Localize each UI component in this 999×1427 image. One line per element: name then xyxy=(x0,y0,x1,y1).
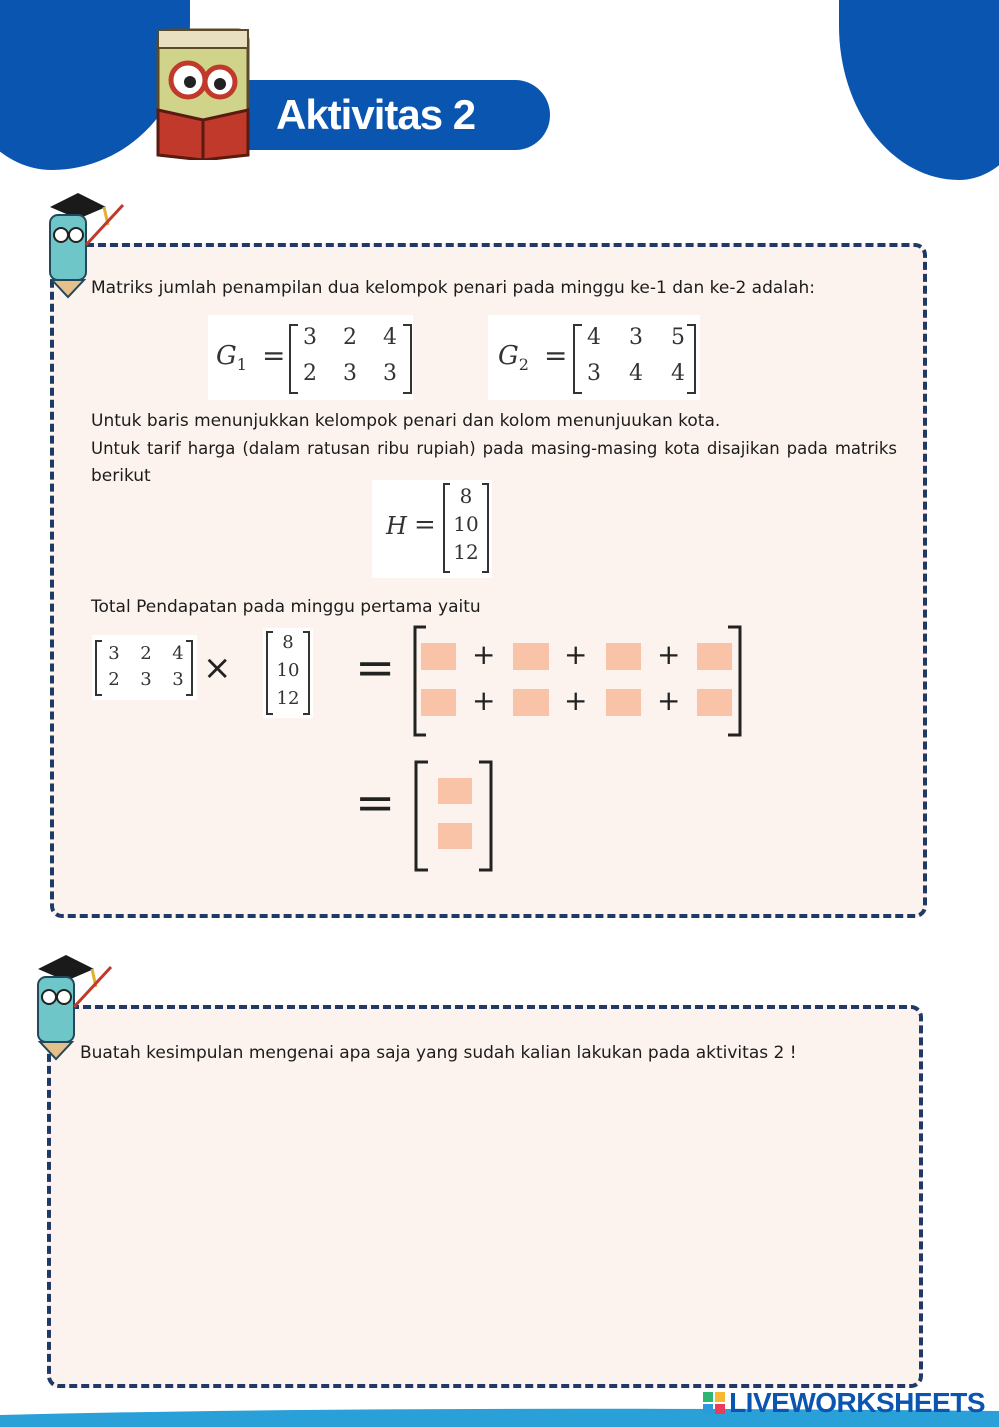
answer-box[interactable] xyxy=(606,643,641,670)
calc-left-cell: 3 xyxy=(108,643,120,664)
book-mascot-icon xyxy=(138,10,268,160)
matrix-g2-name: G xyxy=(498,341,519,371)
matrix-g1: $G_1$ = 3 2 4 2 3 3 xyxy=(208,315,413,400)
note-tariff-cont: berikut xyxy=(91,466,151,486)
answer-box[interactable] xyxy=(513,689,549,716)
title-banner xyxy=(230,80,550,150)
g1-cell: 3 xyxy=(303,325,317,350)
equals-sign: = xyxy=(355,640,396,696)
liveworksheets-logo[interactable] xyxy=(703,1387,985,1419)
g2-cell: 4 xyxy=(629,361,643,386)
matrix-h: H = 8 10 12 xyxy=(372,480,492,578)
calc-left-cell: 4 xyxy=(172,643,184,664)
g1-cell: 2 xyxy=(343,325,357,350)
final-answer-box[interactable] xyxy=(438,778,472,804)
calc-right-cell: 8 xyxy=(282,632,294,653)
calc-right-matrix xyxy=(263,628,313,718)
answer-box[interactable] xyxy=(513,643,549,670)
equals-sign: = xyxy=(355,775,396,831)
times-sign: × xyxy=(203,648,232,688)
h-cell: 12 xyxy=(453,540,479,564)
matrix-g2: $G_2$ = 4 3 5 3 4 4 xyxy=(488,315,700,400)
calc-left-cell: 3 xyxy=(140,669,152,690)
intro-text: Matriks jumlah penampilan dua kelompok penari pada minggu ke-1 dan ke-2 adalah: xyxy=(91,278,815,298)
conclusion-prompt: Buatah kesimpulan mengenai apa saja yang sudah kalian lakukan pada aktivitas 2 ! xyxy=(80,1043,797,1063)
plus-sign: + xyxy=(564,684,588,717)
calc-right-cell: 10 xyxy=(276,660,300,681)
plus-sign: + xyxy=(564,638,588,671)
calc-right-cell: 12 xyxy=(276,688,300,709)
note-tariff: Untuk tarif harga (dalam ratusan ribu rupiah) pada masing-masing kota disajikan pada matriks xyxy=(91,439,897,458)
g1-cell: 4 xyxy=(383,325,397,350)
page-title: Aktivitas 2 xyxy=(276,91,476,138)
total-label: Total Pendapatan pada minggu pertama yaitu xyxy=(91,597,481,617)
plus-sign: + xyxy=(472,638,496,671)
final-answer-box[interactable] xyxy=(438,823,472,849)
g2-cell: 4 xyxy=(587,325,601,350)
answer-box[interactable] xyxy=(697,643,732,670)
answer-box[interactable] xyxy=(421,689,456,716)
matrix-g2-sub: 2 xyxy=(518,355,529,375)
calc-left-cell: 3 xyxy=(172,669,184,690)
g2-cell: 5 xyxy=(671,325,685,350)
note-rows-columns: Untuk baris menunjukkan kelompok penari dan kolom menunjuukan kota. xyxy=(91,411,721,431)
g1-cell: 2 xyxy=(303,361,317,386)
header-blob-right xyxy=(839,0,999,180)
matrix-g1-sub: 1 xyxy=(236,355,247,375)
calc-left-matrix xyxy=(92,635,197,700)
g1-cell: 3 xyxy=(343,361,357,386)
plus-sign: + xyxy=(657,638,681,671)
conclusion-answer-field[interactable] xyxy=(70,1075,904,1369)
g2-cell: 3 xyxy=(587,361,601,386)
matrix-h-name: H xyxy=(386,512,407,540)
answer-box[interactable] xyxy=(606,689,641,716)
brand-mark-icon xyxy=(703,1392,725,1414)
calc-left-cell: 2 xyxy=(140,643,152,664)
g2-cell: 3 xyxy=(629,325,643,350)
result-final-bracket xyxy=(413,760,495,872)
matrix-g1-name: G xyxy=(216,341,237,371)
calc-left-cell: 2 xyxy=(108,669,120,690)
h-cell: 8 xyxy=(459,484,473,508)
brand-name: LIVEWORKSHEETS xyxy=(729,1387,985,1418)
plus-sign: + xyxy=(657,684,681,717)
plus-sign: + xyxy=(472,684,496,717)
g2-cell: 4 xyxy=(671,361,685,386)
answer-box[interactable] xyxy=(697,689,732,716)
g1-cell: 3 xyxy=(383,361,397,386)
answer-box[interactable] xyxy=(421,643,456,670)
h-cell: 10 xyxy=(453,512,479,536)
